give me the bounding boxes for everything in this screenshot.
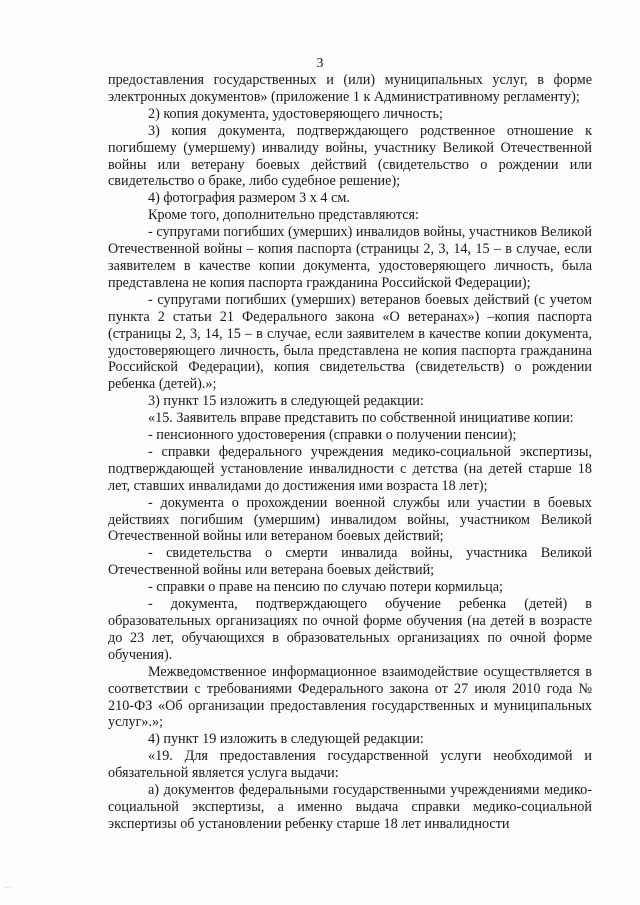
page-number: 3 [316,56,324,71]
paragraph: 2) копия документа, удостоверяющего личность; [148,105,443,122]
paragraph: - супругами погибших (умерших) ветеранов боевых действий (с учетом пункта 2 статьи 21 Федерального закона «О ветеранах») –копия паспорта (страницы 2, 3, 14, 15 – в случае, если заявителем в качестве копии документа, удостоверяющего личность, была представлена не копия паспорта гражданина Российской Федерации), копия свидетельства (свидетельств) о рождении ребенка (детей).»; [108,291,592,393]
paragraph: - документа, подтверждающего обучение ребенка (детей) в образовательных организациях по очной форме обучения (на детей в возрасте до 23 лет, обучающихся в образовательных организациях по очной форме обучения). [108,596,592,663]
paragraph: 4) фотография размером 3 х 4 см. [148,190,350,207]
document-body [108,72,592,833]
paragraph: 3) пункт 15 изложить в следующей редакции: [148,393,424,410]
paragraph: 3) копия документа, подтверждающего родственное отношение к погибшему (умершему) инвалиду войны, участнику Великой Отечественной войны или ветерану боевых действий (свидетельство о рождении или свидетельство о браке, либо судебное решение); [108,122,592,190]
paragraph: - справки о праве на пенсию по случаю потери кормильца; [148,579,503,596]
paragraph: 4) пункт 19 изложить в следующей редакции: [148,731,424,748]
paragraph: Межведомственное информационное взаимодействие осуществляется в соответствии с требованиями Федерального закона от 27 июля 2010 года № 210-ФЗ «Об организации предоставления государственных и муниципальных услуг».»; [108,663,592,731]
paragraph: - пенсионного удостоверения (справки о получении пенсии); [148,427,517,444]
paragraph: - свидетельства о смерти инвалида войны, участника Великой Отечественной войны или ветерана боевых действий; [108,545,592,579]
paragraph: а) документов федеральными государственными учреждениями медико-социальной экспертизы, а именно выдача справки медико-социальной экспертизы об установлении ребенку старше 18 лет инвалидности [108,782,592,832]
paragraph: - справки федерального учреждения медико-социальной экспертизы, подтверждающей установление инвалидности с детства (на детей старше 18 лет, ставших инвалидами до достижения ими возраста 18 лет); [108,443,592,494]
paragraph: «19. Для предоставления государственной услуги необходимой и обязательной является услуга выдачи: [108,748,592,782]
paragraph: - супругами погибших (умерших) инвалидов войны, участников Великой Отечественной войны – копия паспорта (страницы 2, 3, 14, 15 – в случае, если заявителем в качестве копии документа, удостоверяющего личность, была представлена не копия паспорта гражданина Российской Федерации); [108,224,592,291]
paragraph: предоставления государственных и (или) муниципальных услуг, в форме электронных документов» (приложение 1 к Административному регламенту); [108,72,592,105]
paragraph: «15. Заявитель вправе представить по собственной инициативе копии: [148,410,574,427]
paragraph: - документа о прохождении военной службы или участии в боевых действиях погибшим (умершим) инвалидом войны, участником Великой Отечественной войны или ветераном боевых действий; [108,494,592,545]
paragraph: Кроме того, дополнительно представляются: [148,207,419,224]
scan-footer-mark: ····· [4,885,12,891]
